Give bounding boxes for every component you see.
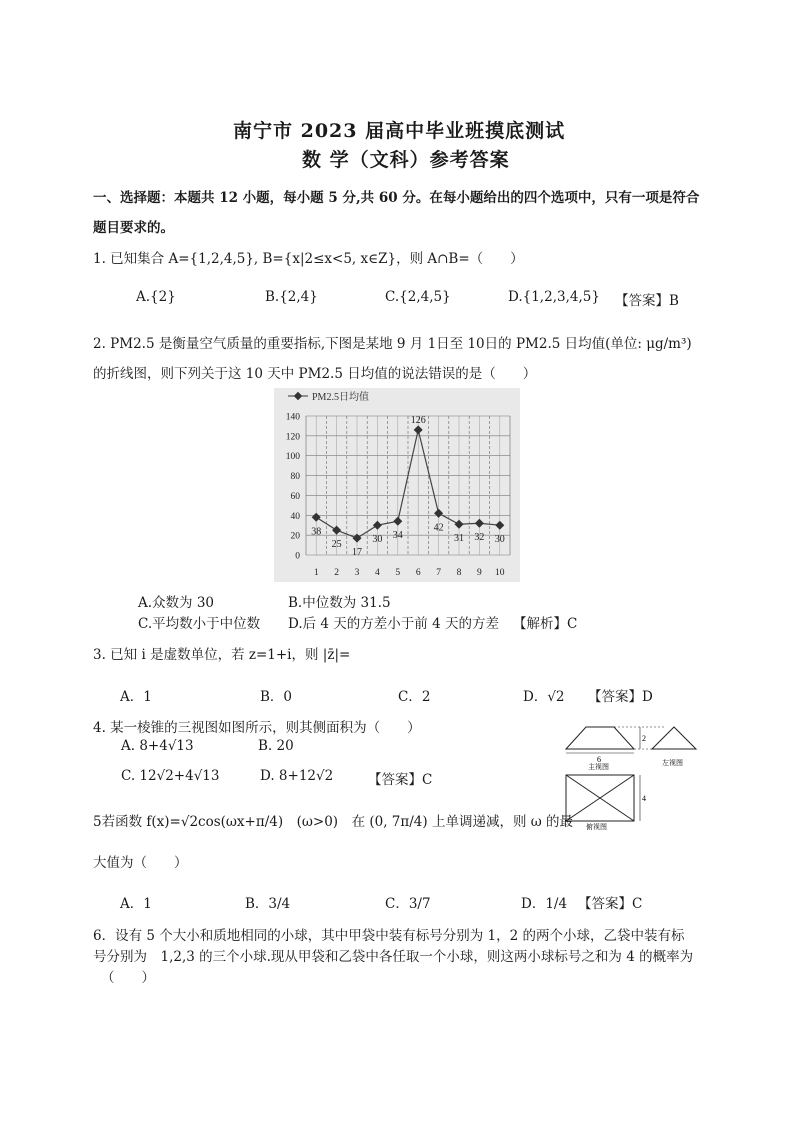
q1-answer: 【答案】B [615, 293, 679, 309]
fig-top-label: 俯视图 [586, 823, 607, 831]
q4-option-b: B. 20 [258, 738, 294, 754]
q2-option-d: D.后 4 天的方差小于前 4 天的方差 [288, 616, 499, 632]
q1-option-c: C.{2,4,5} [385, 289, 451, 305]
q2-stem-line2: 的折线图，则下列关于这 10 天中 PM2.5 日均值的说法错误的是（ ） [93, 366, 537, 382]
q2-option-a: A.众数为 30 [138, 595, 215, 611]
q5-option-d: D．1/4 [521, 896, 568, 912]
x-tick-label-7: 8 [456, 568, 462, 578]
q3-stem: 3. 已知 i 是虚数单位，若 z=1+i，则 |z̄|= [93, 647, 351, 663]
x-tick-label-6: 7 [436, 568, 441, 578]
data-label-6: 42 [433, 522, 444, 534]
x-tick-label-8: 9 [477, 568, 482, 578]
q4-answer: 【答案】C [368, 772, 433, 788]
q5-answer: 【答案】C [578, 896, 643, 912]
q4-option-a: A. 8+4√13 [121, 738, 194, 754]
chart-legend-label: PM2.5日均值 [312, 392, 369, 403]
data-label-4: 34 [392, 530, 403, 542]
q2-stem-line1: 2. PM2.5 是衡量空气质量的重要指标,下图是某地 9 月 1日至 10日的 PM2.5 日均值(单位: μg/m³) [93, 336, 692, 352]
data-label-5: 126 [410, 414, 426, 426]
q6-stem-line2: 号分别为 1,2,3 的三个小球.现从甲袋和乙袋中各任取一个小球，则这两小球标号之和为 4 的概率为 [93, 949, 694, 965]
y-tick-label-7: 140 [285, 412, 300, 423]
data-label-7: 31 [454, 533, 464, 545]
x-tick-label-9: 10 [495, 568, 505, 578]
q1-option-d: D.{1,2,3,4,5} [508, 289, 600, 305]
fig-dim-depth: 4 [642, 794, 646, 803]
chart-background [274, 388, 520, 582]
q4-option-c: C. 12√2+4√13 [121, 768, 220, 784]
q1-option-a: A.{2} [136, 289, 176, 305]
q3-option-a: A．1 [120, 689, 152, 705]
q3-option-c: C．2 [398, 689, 431, 705]
x-tick-label-5: 6 [415, 568, 421, 578]
data-label-1: 25 [331, 539, 342, 551]
q2-option-b: B.中位数为 31.5 [288, 595, 391, 611]
data-label-8: 32 [474, 532, 485, 544]
data-label-0: 38 [311, 526, 322, 538]
y-tick-label-0: 0 [295, 551, 300, 562]
x-tick-label-3: 4 [375, 568, 380, 578]
section-heading: 一、选择题：本题共 12 小题，每小题 5 分,共 60 分。在每小题给出的四个选项中，只有一项是符合 [93, 190, 700, 206]
y-tick-label-2: 40 [290, 511, 300, 522]
fig-left-label: 左视图 [662, 759, 683, 767]
q3-answer: 【答案】D [588, 689, 653, 705]
q2-answer: 【解析】C [513, 616, 578, 632]
fig-front-label: 主视图 [588, 763, 609, 771]
y-tick-label-1: 20 [290, 531, 300, 542]
three-view-figure [556, 717, 702, 831]
q6-stem-line1: 6．设有 5 个大小和质地相同的小球，其中甲袋中装有标号分别为 1，2 的两个小球，乙袋中装有标 [93, 928, 685, 944]
data-label-9: 30 [494, 534, 505, 546]
y-tick-label-3: 60 [290, 491, 300, 502]
doc-subtitle: 数 学（文科）参考答案 [302, 149, 510, 171]
q4-option-d: D. 8+12√2 [260, 768, 334, 784]
q3-option-b: B．0 [260, 689, 293, 705]
y-tick-label-6: 120 [285, 432, 300, 443]
q5-stem: 5若函数 f(x)=√2cos(ωx+π/4) (ω>0) 在 (0, 7π/4) 上单调递减，则 ω 的最 [93, 814, 574, 830]
y-tick-label-4: 80 [290, 472, 300, 483]
x-tick-label-4: 5 [395, 568, 401, 578]
q1-stem: 1. 已知集合 A={1,2,4,5}, B={x|2≤x<5, x∈Z}，则 A∩B=（ ） [93, 251, 524, 267]
q5-option-b: B．3/4 [245, 896, 291, 912]
y-tick-label-5: 100 [285, 452, 300, 463]
x-tick-label-1: 2 [334, 568, 339, 578]
q5-option-a: A．1 [120, 896, 152, 912]
pm25-line-chart [274, 388, 520, 582]
q1-option-b: B.{2,4} [265, 289, 318, 305]
fig-dim-height: 2 [642, 734, 646, 743]
q2-option-c: C.平均数小于中位数 [138, 616, 261, 632]
q5-option-c: C．3/7 [385, 896, 431, 912]
q3-option-d: D．√2 [523, 689, 565, 705]
doc-title: 南宁市 2023 届高中毕业班摸底测试 [233, 120, 566, 142]
q6-stem-line3: （ ） [101, 970, 155, 986]
q5-stem-line2: 大值为（ ） [93, 855, 188, 871]
q4-stem: 4. 某一棱锥的三视图如图所示，则其侧面积为（ ） [93, 720, 421, 736]
fig-dim-width: 6 [597, 755, 601, 764]
front-view-shape [566, 727, 634, 749]
x-tick-label-0: 1 [313, 568, 319, 578]
data-label-2: 17 [352, 547, 362, 559]
data-label-3: 30 [372, 534, 383, 546]
section-heading-cont: 题目要求的。 [93, 220, 174, 236]
left-view-shape [652, 727, 696, 749]
x-tick-label-2: 3 [354, 568, 360, 578]
